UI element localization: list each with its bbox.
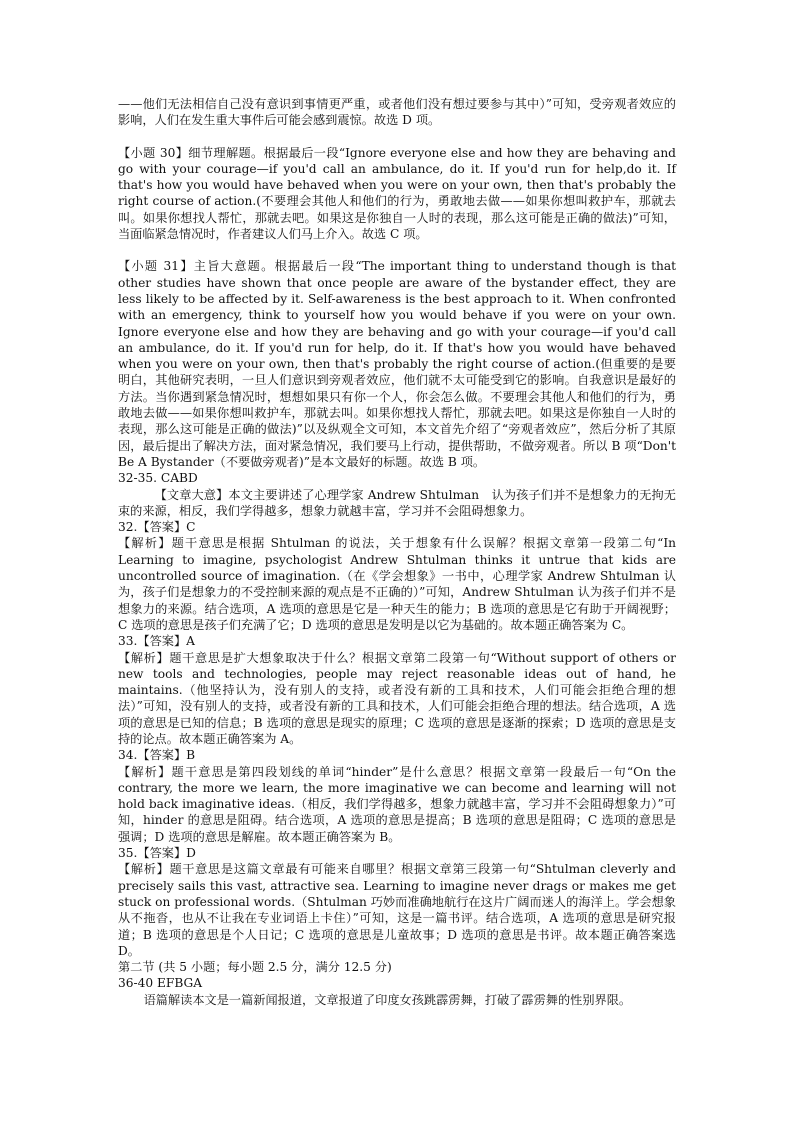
answer-30-explanation: 【小题 30】细节理解题。根据最后一段“Ignore everyone else and how they are behaving and go with your courage—if you'd call an ambulance, do it. If you'd run for help,do it. If that's how you would have behaved when you were on your own, then that's probably the right course of action.(不要理会其他人和他们的行为，勇敢地去做——如果你想叫救护车，那就去叫。如果你想找人帮忙，那就去吧。如果这是你独自一人时的表现，那么这可能是正确的做法)”可知，当面临紧急情况时，作者建议人们马上介入。故选 C 项。 [118, 145, 676, 242]
answer-32-analysis: 【解析】题干意思是根据 Shtulman 的说法，关于想象有什么误解？根据文章第一段第二句“In Learning to imagine, psychologist Andrew Shtulman thinks it untrue that kids are uncontrolled source of imagination.（在《学会想象》一书中，心理学家 Andrew Shtulman 认为，孩子们是想象力的不受控制来源的观点是不正确的）”可知，Andrew Shtulman 认为孩子们并不是想象力的来源。结合选项，A 选项的意思是它是一种天生的能力；B 选项的意思是它有助于开阔视野；C 选项的意思是孩子们充满了它；D 选项的意思是发明是以它为基础的。故本题正确答案为 C。 [118, 536, 676, 632]
answer-33-analysis: 【解析】题干意思是扩大想象取决于什么？根据文章第二段第一句“Without support of others or new tools and technologies, people may reject reasonable ideas out of hand, he maintains.（他坚持认为，没有别人的支持，或者没有新的工具和技术，人们可能会拒绝合理的想法）”可知，没有别人的支持，或者没有新的工具和技术，人们可能会拒绝合理的想法。结合选项，A 选项的意思是已知的信息；B 选项的意思是现实的原理；C 选项的意思是逐渐的探索；D 选项的意思是支持的论点。故本题正确答案为 A。 [118, 650, 676, 746]
document-page [118, 96, 676, 1008]
passage-reading-note: 语篇解读本文是一篇新闻报道，文章报道了印度女孩跳霹雳舞，打破了霹雳舞的性别界限。 [143, 992, 632, 1007]
article-summary: 【文章大意】本文主要讲述了心理学家 Andrew Shtulman 认为孩子们并不是想象力的无拘无束的来源，相反，我们学得越多，想象力就越丰富，学习并不会阻碍想象力。 [118, 487, 676, 518]
answer-34-analysis: 【解析】题干意思是第四段划线的单词“hinder”是什么意思？根据文章第一段最后一句“On the contrary, the more we learn, the more imaginative we can become and learning will not hold back imaginative ideas.（相反，我们学得越多，想象力就越丰富，学习并不会阻碍想象力）”可知，hinder 的意思是阻碍。结合选项，A 选项的意思是提高；B 选项的意思是阻碍；C 选项的意思是强调；D 选项的意思是解雇。故本题正确答案为 B。 [118, 764, 676, 844]
answers-32-35: 32-35. CABD [118, 471, 198, 486]
paragraph-gap [118, 242, 676, 258]
answer-33-heading: 33.【答案】A [118, 634, 195, 649]
answer-34-heading: 34.【答案】B [118, 748, 196, 763]
paragraph-gap [118, 129, 676, 145]
section-heading: 第二节 (共 5 小题；每小题 2.5 分，满分 12.5 分) [118, 960, 392, 975]
answer-31-explanation: 【小题 31】主旨大意题。根据最后一段“The important thing to understand though is that other studies have shown that once people are aware of the bystander effect, they are less likely to be affected by it. Self-awareness is the best approach to it. When confronted with an emergency, think to yourself how you would behave if you were on your own. Ignore everyone else and how they are behaving and go with your courage—if you'd call an ambulance, do it. If you'd run for help, do it. If that's how you would have behaved when you were on your own, then that's probably the right course of action.(但重要的是要明白，其他研究表明，一旦人们意识到旁观者效应，他们就不太可能受到它的影响。自我意识是最好的方法。当你遇到紧急情况时，想想如果只有你一个人，你会怎么做。不要理会其他人和他们的行为，勇敢地去做——如果你想叫救护车，那就去叫。如果你想找人帮忙，那就去吧。如果这是你独自一人时的表现，那么这可能是正确的做法)”以及纵观全文可知，本文首先介绍了“旁观者效应”，然后分析了其原因，最后提出了解决方法，面对紧急情况，我们要马上行动，提供帮助，不做旁观者。所以 B 项“Don't Be A Bystander（不要做旁观者)”是本文最好的标题。故选 B 项。 [118, 259, 676, 469]
answer-29-continuation: ——他们无法相信自己没有意识到事情更严重，或者他们没有想过要参与其中）”可知，受旁观者效应的影响，人们在发生重大事件后可能会感到震惊。故选 D 项。 [118, 97, 676, 128]
answers-36-40: 36-40 EFBGA [118, 976, 203, 991]
answer-32-heading: 32.【答案】C [118, 520, 196, 535]
answer-35-analysis: 【解析】题干意思是这篇文章最有可能来自哪里？根据文章第三段第一句“Shtulman cleverly and precisely sails this vast, attractive sea. Learning to imagine never drags or makes me get stuck on professional words.（Shtulman 巧妙而准确地航行在这片广阔而迷人的海洋上。学会想象从不拖沓，也从不让我在专业词语上卡住）”可知，这是一篇书评。结合选项，A 选项的意思是研究报道；B 选项的意思是个人日记；C 选项的意思是儿童故事；D 选项的意思是书评。故本题正确答案选 D。 [118, 862, 676, 958]
answer-35-heading: 35.【答案】D [118, 846, 196, 861]
